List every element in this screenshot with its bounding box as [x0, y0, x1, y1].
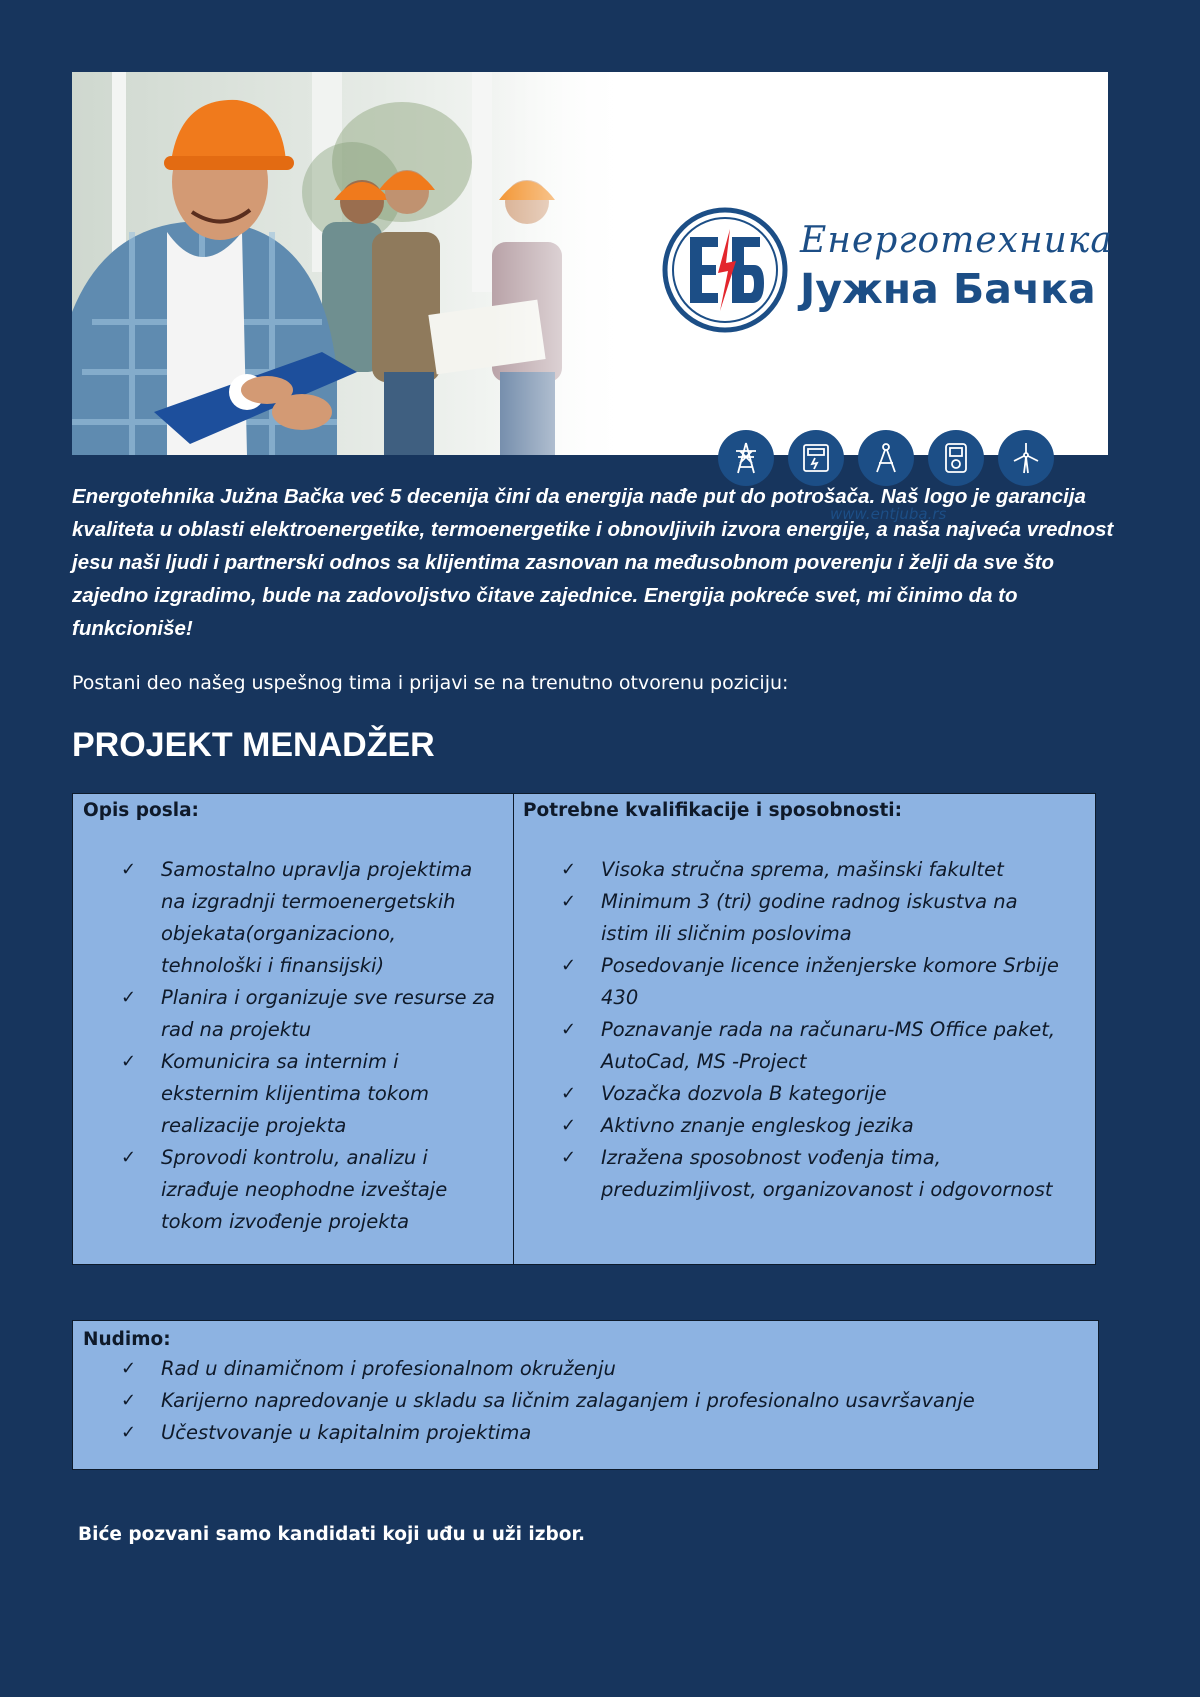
power-tower-icon: [718, 430, 774, 486]
job-details-table: [72, 793, 1096, 1265]
offer-title: Nudimo:: [83, 1329, 171, 1350]
check-icon: ✓: [561, 891, 577, 912]
list-item: ✓ Minimum 3 (tri) godine radnog iskustva na istim ili sličnim poslovima: [561, 886, 1071, 950]
check-icon: ✓: [121, 1358, 137, 1379]
footer-note: Biće pozvani samo kandidati koji uđu u uži izbor.: [78, 1524, 585, 1545]
workers-photo: [72, 72, 632, 455]
check-icon: ✓: [561, 1083, 577, 1104]
company-name-line2: Јужна Бачка: [800, 265, 1096, 313]
job-description-title: Opis posla:: [83, 800, 199, 821]
application-invite: Postani deo našeg uspešnog tima i prijavi se na trenutno otvorenu poziciju:: [72, 672, 789, 694]
column-divider: [513, 794, 514, 1264]
check-icon: ✓: [121, 1390, 137, 1411]
check-icon: ✓: [561, 859, 577, 880]
meter-icon: [788, 430, 844, 486]
website-url[interactable]: www.entjuba.rs: [830, 505, 947, 523]
position-title: PROJEKT MENADŽER: [72, 726, 435, 764]
offer-box: [72, 1320, 1099, 1470]
list-item: ✓ Učestvovanje u kapitalnim projektima: [121, 1417, 1081, 1449]
company-logo: [590, 127, 1113, 523]
check-icon: ✓: [121, 1422, 137, 1443]
list-item: ✓ Izražena sposobnost vođenja tima, preduzimljivost, organizovanost i odgovornost: [561, 1142, 1071, 1206]
list-item: ✓ Komunicira sa internim i eksternim klijentima tokom realizacije projekta: [121, 1046, 497, 1142]
check-icon: ✓: [561, 1147, 577, 1168]
check-icon: ✓: [561, 1115, 577, 1136]
check-icon: ✓: [121, 1051, 137, 1072]
check-icon: ✓: [561, 955, 577, 976]
gas-meter-icon: [928, 430, 984, 486]
company-intro: Energotehnika Južna Bačka već 5 decenija čini da energija nađe put do potrošača. Naš logo je garancija kvaliteta u oblasti elektroenergetike, termoenergetike i obnovljivih izvora energije, a naša najveća vrednost jesu naši ljudi i partnerski odnos sa klijentima zasnovan na međusobnom poverenju i želji da sve što zajedno izgradimo, bude na zadovoljstvo čitave zajednice. Energija pokreće svet, mi činimo da to funkcioniše!: [72, 485, 1114, 640]
header-banner: [72, 72, 1113, 523]
list-item: ✓ Aktivno znanje engleskog jezika: [561, 1110, 1071, 1142]
qualifications-list: [561, 854, 1071, 1206]
offer-list: [121, 1353, 1081, 1449]
check-icon: ✓: [121, 987, 137, 1008]
service-icons: [718, 430, 1054, 486]
check-icon: ✓: [121, 1147, 137, 1168]
list-item: ✓ Samostalno upravlja projektima na izgradnji termoenergetskih objekata(organizaciono, tehnološki i finansijski): [121, 854, 497, 982]
list-item: ✓ Planira i organizuje sve resurse za rad na projektu: [121, 982, 497, 1046]
check-icon: ✓: [121, 859, 137, 880]
eib-logo-icon: [662, 207, 788, 333]
wind-turbine-icon: [998, 430, 1054, 486]
company-name-line1: Енерготехника: [800, 220, 1113, 261]
check-icon: ✓: [561, 1019, 577, 1040]
list-item: ✓ Rad u dinamičnom i profesionalnom okruženju: [121, 1353, 1081, 1385]
qualifications-title: Potrebne kvalifikacije i sposobnosti:: [523, 800, 903, 821]
list-item: ✓ Sprovodi kontrolu, analizu i izrađuje neophodne izveštaje tokom izvođenje projekta: [121, 1142, 497, 1238]
drafting-compass-icon: [858, 430, 914, 486]
list-item: ✓ Vozačka dozvola B kategorije: [561, 1078, 1071, 1110]
list-item: ✓ Posedovanje licence inženjerske komore Srbije 430: [561, 950, 1071, 1014]
list-item: ✓ Visoka stručna sprema, mašinski fakultet: [561, 854, 1071, 886]
job-description-list: [121, 854, 497, 1238]
list-item: ✓ Poznavanje rada na računaru-MS Office paket, AutoCad, MS -Project: [561, 1014, 1071, 1078]
list-item: ✓ Karijerno napredovanje u skladu sa ličnim zalaganjem i profesionalno usavršavanje: [121, 1385, 1081, 1417]
